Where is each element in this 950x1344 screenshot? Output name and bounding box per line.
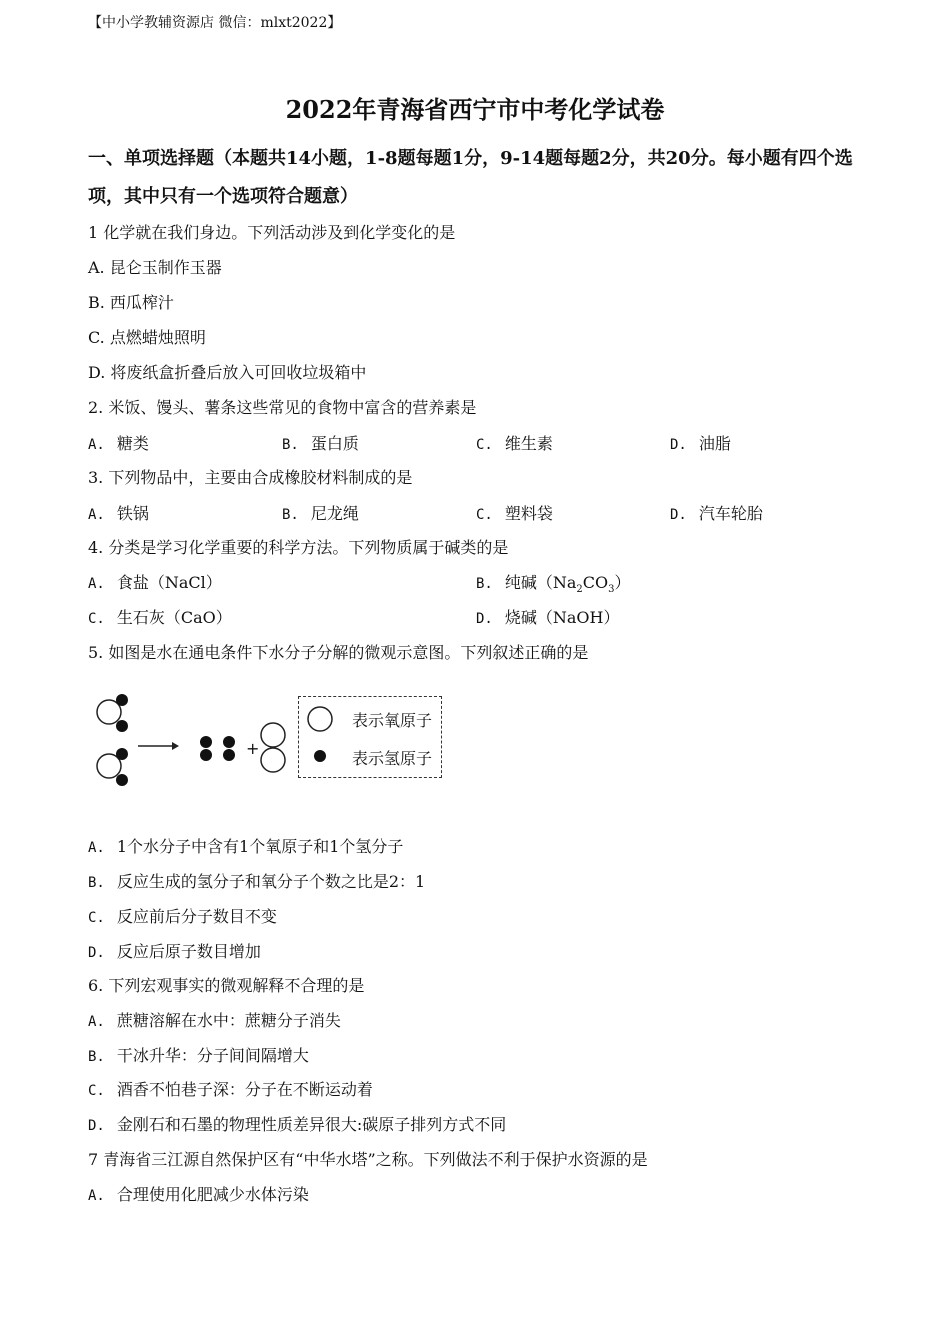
question-2-option-b: B. 蛋白质	[282, 434, 359, 453]
question-5-stem: 5. 如图是水在通电条件下水分子分解的微观示意图。下列叙述正确的是	[88, 643, 589, 662]
question-3-option-a: A. 铁锅	[88, 504, 149, 523]
question-6-stem: 6. 下列宏观事实的微观解释不合理的是	[88, 976, 365, 995]
question-3-option-c: C. 塑料袋	[476, 504, 553, 523]
hydrogen-atom	[116, 774, 128, 786]
question-3-stem: 3. 下列物品中，主要由合成橡胶材料制成的是	[88, 468, 413, 487]
legend-hydrogen-label: 表示氢原子	[352, 749, 433, 768]
question-4-stem: 4. 分类是学习化学重要的科学方法。下列物质属于碱类的是	[88, 538, 509, 557]
question-6-option-a: A. 蔗糖溶解在水中：蔗糖分子消失	[88, 1011, 341, 1030]
page-title: 2022年青海省西宁市中考化学试卷	[285, 95, 665, 124]
question-5-option-d: D. 反应后原子数目增加	[88, 942, 261, 961]
question-7-option-a: A. 合理使用化肥减少水体污染	[88, 1185, 309, 1204]
question-1-option-b: B. 西瓜榨汁	[88, 293, 174, 312]
reaction-arrow	[138, 742, 179, 750]
question-6-option-b: B. 干冰升华：分子间间隔增大	[88, 1046, 309, 1065]
question-4-option-d: D. 烧碱（NaOH）	[476, 608, 620, 627]
section-title: 一、单项选择题（本题共14小题，1-8题每题1分，9-14题每题2分，共20分。每小题有四个选项，其中只有一个选项符合题意）	[88, 148, 853, 207]
question-4-options-row-1	[88, 570, 868, 596]
question-3-options	[88, 501, 868, 523]
plus-sign: +	[246, 739, 260, 758]
question-6-option-d: D. 金刚石和石墨的物理性质差异很大:碳原子排列方式不同	[88, 1115, 507, 1134]
question-2-option-a: A. 糖类	[88, 434, 149, 453]
hydrogen-atom	[116, 694, 128, 706]
question-1-option-d: D. 将废纸盒折叠后放入可回收垃圾箱中	[88, 363, 367, 382]
question-3-option-d: D. 汽车轮胎	[670, 504, 763, 523]
header-note: 【中小学教辅资源店 微信：mlxt2022】	[88, 15, 342, 31]
question-3-option-b: B. 尼龙绳	[282, 504, 359, 523]
question-4-option-b: B. 纯碱$(Na_2CO_3)$	[476, 573, 631, 596]
question-1-option-c: C. 点燃蜡烛照明	[88, 328, 206, 347]
question-1-option-a: A. 昆仑玉制作玉器	[88, 258, 222, 277]
question-4-option-c: C. 生石灰（CaO）	[88, 608, 232, 627]
question-2-option-c: C. 维生素	[476, 434, 553, 453]
water-molecule-1	[97, 694, 128, 732]
question-7-stem: 7 青海省三江源自然保护区有“中华水塔”之称。下列做法不利于保护水资源的是	[88, 1150, 648, 1169]
question-2-stem: 2. 米饭、馒头、薯条这些常见的食物中富含的营养素是	[88, 398, 477, 417]
question-1-stem: 1 化学就在我们身边。下列活动涉及到化学变化的是	[88, 223, 456, 242]
question-2-option-d: D. 油脂	[670, 434, 731, 453]
question-4-options-row-2	[88, 605, 868, 627]
question-5-option-b: B. 反应生成的氢分子和氧分子个数之比是2：1	[88, 872, 426, 891]
oxygen-molecule	[261, 723, 285, 772]
question-4-option-a: A. 食盐（NaCl）	[88, 573, 222, 592]
water-molecule-2	[97, 748, 128, 786]
legend-oxygen-label: 表示氧原子	[352, 711, 433, 730]
question-5-option-c: C. 反应前后分子数目不变	[88, 907, 277, 926]
question-5-option-a: A. 1个水分子中含有1个氧原子和1个氢分子	[88, 837, 404, 856]
hydrogen-molecule-1	[200, 736, 212, 761]
hydrogen-molecule-2	[223, 736, 235, 761]
hydrogen-atom	[116, 720, 128, 732]
hydrogen-atom	[116, 748, 128, 760]
question-2-options	[88, 431, 868, 453]
question-6-option-c: C. 酒香不怕巷子深：分子在不断运动着	[88, 1080, 373, 1099]
